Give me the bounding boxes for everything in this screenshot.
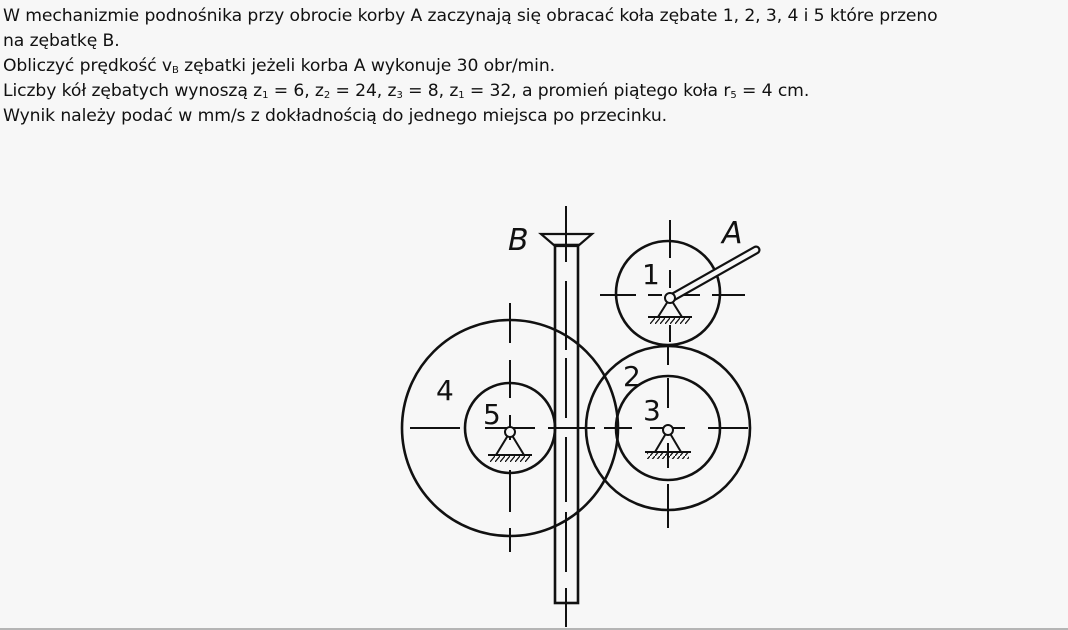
z2-symbol: z (314, 81, 324, 101)
problem-line-2: na zębatkę B. (3, 31, 120, 51)
label-gear-4: 4 (436, 374, 454, 407)
r5-subscript: 5 (730, 90, 737, 101)
text: zębatki jeżeli korba A wykonuje 30 obr/min. (178, 56, 555, 76)
support-gear-5 (488, 427, 532, 462)
z3-value: = 8, (402, 81, 450, 101)
text: Liczby kół zębatych wynoszą (3, 81, 254, 101)
z4-subscript: 1 (458, 90, 465, 101)
problem-line-1: W mechanizmie podnośnika przy obrocie korby A zaczynają się obracać koła zębate 1, 2, 3, 4 i 5 które przeno (3, 6, 938, 26)
z1-value: = 6, (268, 81, 315, 101)
z1-subscript: 1 (262, 90, 269, 101)
r5-value: = 4 cm. (736, 81, 810, 101)
label-rack-b: B (508, 223, 529, 258)
label-gear-3: 3 (643, 394, 661, 427)
r5-symbol: r (723, 81, 731, 101)
problem-line-5: Wynik należy podać w mm/s z dokładnością do jednego miejsca po przecinku. (3, 106, 667, 126)
z2-subscript: 2 (323, 90, 331, 101)
z3-symbol: z (387, 81, 397, 101)
z3-subscript: 3 (396, 90, 403, 101)
subscript: B (172, 65, 179, 76)
label-gear-5: 5 (483, 398, 501, 431)
z2-value: = 24, (330, 81, 388, 101)
text: Obliczyć prędkość v (3, 56, 173, 76)
support-gear-3 (645, 425, 691, 459)
label-crank-a: A (722, 216, 743, 251)
z4-value: = 32, a promień piątego koła (464, 81, 724, 101)
label-gear-2: 2 (623, 360, 641, 393)
z1-symbol: z (253, 81, 263, 101)
z4-symbol: z (449, 81, 459, 101)
label-gear-1: 1 (642, 258, 660, 291)
